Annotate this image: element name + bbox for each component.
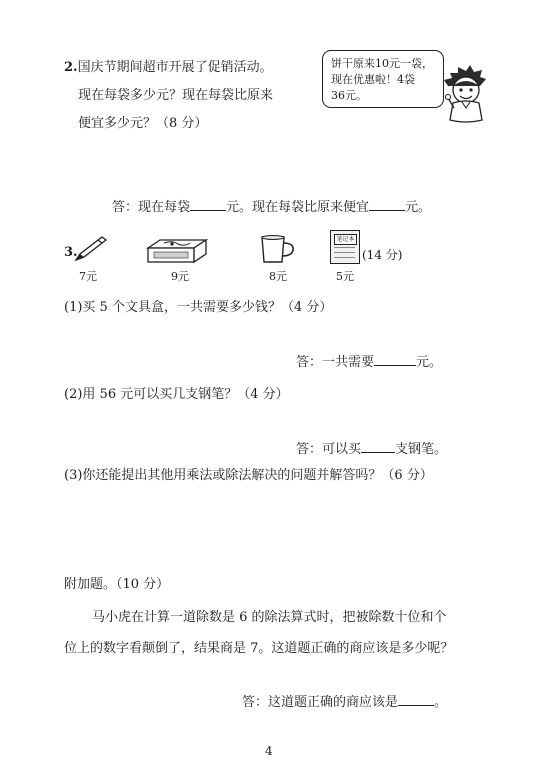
bonus-line-1: 马小虎在计算一道除数是 6 的除法算式时，把被除数十位和个 — [92, 610, 447, 625]
q2-answer-text-a: 答：现在每袋 — [112, 200, 191, 215]
q3-sub-1: (1)买 5 个文具盒，一共需要多少钱？（4 分） — [64, 300, 333, 315]
pencil-box-price: 9元 — [171, 270, 189, 283]
pencil-box-icon — [146, 238, 208, 264]
q2-line-3: 便宜多少元？（8 分） — [78, 116, 208, 131]
notebook-cover-label: 笔记本 — [334, 234, 357, 245]
q2-line-1 — [64, 56, 273, 75]
notebook-price: 5元 — [336, 270, 354, 283]
bonus-line-2: 位上的数字看颠倒了，结果商是 7。这道题正确的商应该是多少呢？ — [64, 641, 454, 656]
q2-answer — [112, 196, 431, 215]
q3-answer-2-text-a: 答：可以买 — [296, 442, 362, 457]
bonus-answer-text-a: 答：这道题正确的商应该是 — [242, 695, 399, 710]
q3-sub-3: (3)你还能提出其他用乘法或除法解决的问题并解答吗？（6 分） — [64, 468, 433, 483]
bubble-line-2: 现在优惠啦！4袋 — [331, 73, 415, 86]
q2-number: 2. — [64, 60, 78, 75]
q3-sub-2: (2)用 56 元可以买几支钢笔？（4 分） — [64, 387, 289, 402]
bonus-answer-blank[interactable] — [398, 693, 434, 706]
q3-number: 3. — [64, 245, 78, 260]
q2-text-1: 国庆节期间超市开展了促销活动。 — [77, 60, 273, 75]
bonus-answer — [242, 691, 447, 710]
q2-answer-blank-1[interactable] — [190, 198, 226, 211]
q2-answer-blank-2[interactable] — [369, 198, 405, 211]
cup-price: 8元 — [269, 270, 287, 283]
speech-bubble — [322, 50, 444, 108]
bonus-answer-text-b: 。 — [434, 695, 448, 710]
q3-answer-2-blank[interactable] — [361, 440, 395, 453]
q3-answer-2-text-b: 支钢笔。 — [395, 442, 448, 457]
q2-answer-text-c: 元。 — [405, 200, 432, 215]
page-number: 4 — [265, 744, 273, 758]
q3-answer-1-blank[interactable] — [374, 353, 416, 366]
q2-line-2: 现在每袋多少元？现在每袋比原来 — [78, 88, 274, 103]
q3-answer-1 — [296, 351, 442, 370]
q3-answer-1-text-b: 元。 — [416, 355, 443, 370]
pen-icon — [72, 234, 110, 262]
q3-answer-1-text-a: 答：一共需要 — [296, 355, 375, 370]
pen-price: 7元 — [79, 270, 97, 283]
notebook-icon — [330, 230, 360, 264]
bonus-title: 附加题。（10 分） — [64, 577, 170, 592]
q3-points: (14 分) — [362, 248, 403, 262]
bubble-line-1: 饼干原来10元一袋， — [331, 57, 433, 70]
q2-answer-text-b: 元。现在每袋比原来便宜 — [226, 200, 370, 215]
q3-answer-2 — [296, 438, 447, 457]
bubble-line-3: 36元。 — [331, 89, 367, 102]
cup-icon — [258, 234, 298, 264]
boy-cartoon-icon — [444, 64, 490, 126]
